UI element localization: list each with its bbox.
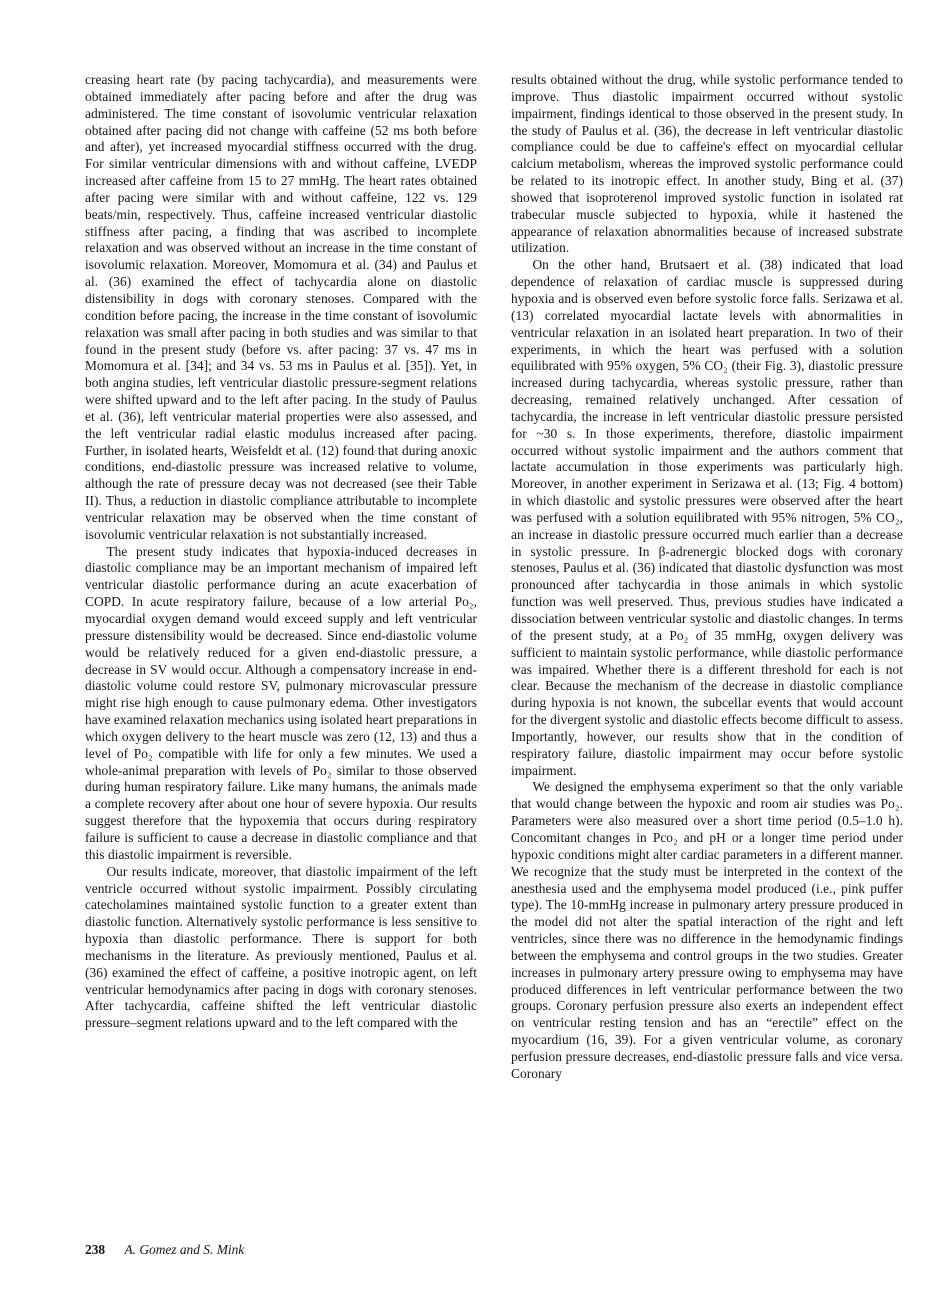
paragraph: Our results indicate, moreover, that diastolic impairment of the left ventricle occurred without systolic impairment. Possibly circulating catecholamines maintained systolic function to a greater extent than diastolic function. Alternatively systolic performance is less sensitive to hypoxia than diastolic performance. There is support for both mechanisms in the literature. As previously mentioned, Paulus et al. (36) examined the effect of caffeine, a positive inotropic agent, on left ventricular hemodynamics after pacing in dogs with coronary stenoses. After tachycardia, caffeine shifted the left ventricular diastolic pressure–segment relations upward and to the left compared with the [85,863,477,1031]
left-column [85,72,477,1083]
text-columns [85,72,903,1083]
right-column [511,72,903,1083]
paragraph: creasing heart rate (by pacing tachycardia), and measurements were obtained immediately after pacing before and after the drug was administered. The time constant of isovolumic ventricular relaxation obtained after pacing did not change with caffeine (52 ms both before and after), yet increased myocardial stiffness occurred with the drug. For similar ventricular dimensions with and without caffeine, LVEDP increased after caffeine from 15 to 27 mmHg. The heart rates obtained after pacing were similar with and without caffeine, 122 vs. 129 beats/min, respectively. Thus, caffeine increased ventricular diastolic stiffness after pacing, a finding that was ascribed to incomplete relaxation and was observed without an increase in the time constant of isovolumic relaxation. Moreover, Momomura et al. (34) and Paulus et al. (36) examined the effect of tachycardia alone on diastolic distensibility in dogs with coronary stenoses. Compared with the condition before pacing, the increase in the time constant of isovolumic relaxation was small after pacing in both studies and was similar to that found in the present study (before vs. after pacing: 37 vs. 47 ms in Momomura et al. [34]; and 34 vs. 53 ms in Paulus et al. [35]). Yet, in both angina studies, left ventricular diastolic pressure-segment relations were shifted upward and to the left after pacing. In the study of Paulus et al. (36), left ventricular material properties were also assessed, and the left ventricular radial elastic modulus increased after pacing. Further, in isolated hearts, Weisfeldt et al. (12) found that during anoxic conditions, end-diastolic pressure was increased relative to volume, although the rate of pressure decay was not decreased (see their Table II). Thus, a reduction in diastolic compliance attributable to incomplete ventricular relaxation may be observed when the time constant of isovolumic ventricular relaxation is not substantially increased. [85,72,477,542]
page-number: 238 [85,1242,106,1257]
paragraph: The present study indicates that hypoxia-induced decreases in diastolic compliance may be an important mechanism of impaired left ventricular diastolic performance during an acute exacerbation of COPD. In acute respiratory failure, because of a low arterial Po₂, myocardial oxygen demand would exceed supply and left ventricular pressure distensibility would be decreased. Since end-diastolic volume would be relatively reduced for a given end-diastolic pressure, a decrease in SV would occur. Although a compensatory increase in end-diastolic volume could restore SV, pulmonary microvascular pressure might rise high enough to cause pulmonary edema. Other investigators have examined relaxation mechanics using isolated heart preparations in which oxygen delivery to the heart muscle was zero (12, 13) and thus a level of Po₂ compatible with life for only a few minutes. We used a whole-animal preparation with levels of Po₂ similar to those observed during human respiratory failure. Like many humans, the animals made a complete recovery after about one hour of severe hypoxia. Our results suggest therefore that the hypoxemia that occurs during respiratory failure is sufficient to cause a decrease in diastolic compliance and that this diastolic impairment is reversible. [85,543,477,862]
page-footer [85,1242,244,1258]
paragraph: We designed the emphysema experiment so that the only variable that would change between the hypoxic and room air studies was Po₂. Parameters were also measured over a short time period (0.5–1.0 h). Concomitant changes in Pco₂ and pH or a longer time period under hypoxic conditions might alter cardiac parameters in a different manner. We recognize that the study must be interpreted in the context of the anesthesia used and the emphysema model produced (i.e., pink puffer type). The 10-mmHg increase in pulmonary artery pressure produced in the model did not alter the spatial interaction of the right and left ventricles, since there was no difference in the hemodynamic findings between the emphysema and control groups in the two studies. Greater increases in pulmonary artery pressure owing to emphysema may have produced differences in left ventricular performance between the two groups. Coronary perfusion pressure also exerts an independent effect on ventricular resting tension and has an “erectile” effect on the myocardium (16, 39). For a given ventricular volume, as coronary perfusion pressure decreases, end-diastolic pressure falls and vice versa. Coronary [511,779,903,1081]
paragraph: results obtained without the drug, while systolic performance tended to improve. Thus diastolic impairment occurred without systolic impairment, findings identical to those observed in the present study. In the study of Paulus et al. (36), the decrease in left ventricular diastolic compliance could be due to caffeine's effect on myocardial cellular calcium metabolism, whereas the improved systolic performance could be related to its inotropic effect. In another study, Bing et al. (37) showed that isoproterenol improved systolic function in isolated rat trabecular muscle subjected to hypoxia, while it hastened the appearance of relaxation abnormalities because of increased substrate utilization. [511,72,903,256]
paragraph: On the other hand, Brutsaert et al. (38) indicated that load dependence of relaxation of cardiac muscle is suppressed during hypoxia and is observed even before systolic force falls. Serizawa et al. (13) correlated myocardial lactate levels with abnormalities in ventricular relaxation in an isolated heart preparation. In two of their experiments, in which the heart was perfused with a solution equilibrated with 95% oxygen, 5% CO₂ (their Fig. 3), diastolic pressure increased during tachycardia, whereas systolic pressure, rather than decreasing, remained relatively unchanged. After cessation of tachycardia, the increase in left ventricular diastolic pressure persisted for ~30 s. In those experiments, therefore, diastolic impairment occurred without systolic impairment and the authors comment that lactate accumulation in those experiments was particularly high. Moreover, in another experiment in Serizawa et al. (13; Fig. 4 bottom) in which diastolic and systolic pressures were observed after the heart was perfused with a solution equilibrated with 95% nitrogen, 5% CO₂, an increase in diastolic pressure occurred much earlier than a decrease in systolic pressure. In β-adrenergic blocked dogs with coronary stenoses, Paulus et al. (36) indicated that diastolic dysfunction was most pronounced after tachycardia in those animals in which systolic function was well preserved. Thus, previous studies have indicated a dissociation between ventricular systolic and diastolic changes. In terms of the present study, at a Po₂ of 35 mmHg, oxygen delivery was sufficient to maintain systolic performance, while diastolic performance was impaired. Whether there is a different threshold for each is not clear. Because the mechanism of the decrease in diastolic compliance during hypoxia is not known, the subcellar events that would account for the divergent systolic and diastolic effects become difficult to assess. Importantly, however, our results show that in the condition of respiratory failure, diastolic impairment may occur before systolic impairment. [511,257,903,778]
running-authors: A. Gomez and S. Mink [124,1242,245,1257]
